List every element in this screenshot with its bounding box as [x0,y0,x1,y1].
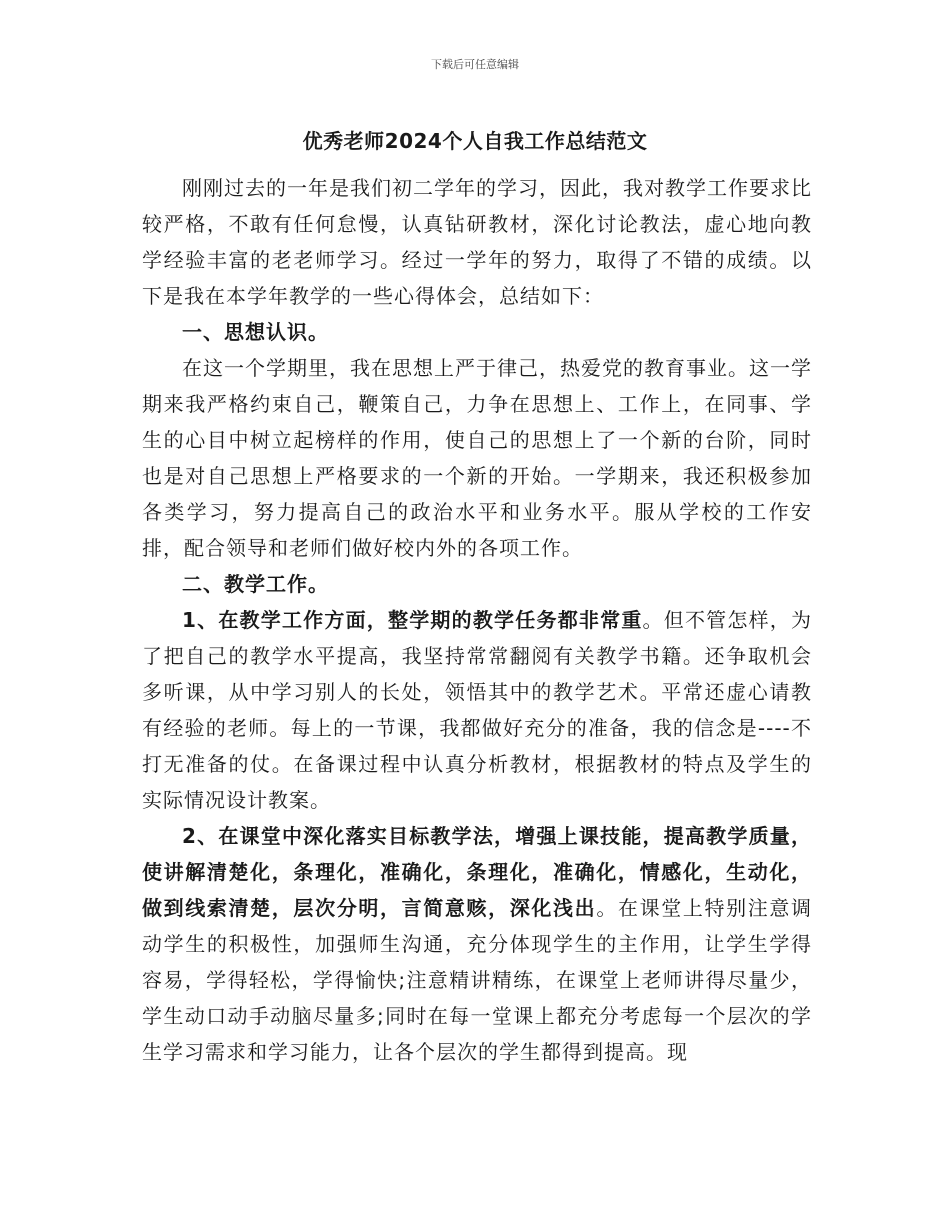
page-title: 优秀老师2024个人自我工作总结范文 [302,129,648,153]
document-body [142,170,812,1070]
header-note: 下载后可任意编辑 [431,58,519,71]
section-heading-teaching: 二、教学工作。 [182,572,329,596]
section-paragraph-thought: 在这一个学期里，我在思想上严于律己，热爱党的教育事业。这一学期来我严格约束自己，鞭策自己，力争在思想上、工作上，在同事、学生的心目中树立起榜样的作用，使自己的思想上了一个新的台阶，同时也是对自己思想上严格要求的一个新的开始。一学期来，我还积极参加各类学习，努力提高自己的政治水平和业务水平。服从学校的工作安排，配合领导和老师们做好校内外的各项工作。 [142,356,812,560]
teaching-item-1-lead: 1、在教学工作方面，整学期的教学任务都非常重 [182,608,643,632]
teaching-item-2 [142,818,812,1070]
intro-paragraph: 刚刚过去的一年是我们初二学年的学习，因此，我对教学工作要求比较严格，不敢有任何怠慢，认真钻研教材，深化讨论教法，虚心地向教学经验丰富的老老师学习。经过一学年的努力，取得了不错的成绩。以下是我在本学年教学的一些心得体会，总结如下： [142,176,812,308]
teaching-item-2-text: 。在课堂上特别注意调动学生的积极性，加强师生沟通，充分体现学生的主作用，让学生学得容易，学得轻松，学得愉快;注意精讲精练，在课堂上老师讲得尽量少，学生动口动手动脑尽量多;同时在每一堂课上都充分考虑每一个层次的学生学习需求和学习能力，让各个层次的学生都得到提高。现 [142,896,813,1064]
section-heading-thought: 一、思想认识。 [182,320,329,344]
teaching-item-1 [142,602,812,818]
teaching-item-1-text: 。但不管怎样，为了把自己的教学水平提高，我坚持常常翻阅有关教学书籍。还争取机会多听课，从中学习别人的长处，领悟其中的教学艺术。平常还虚心请教有经验的老师。每上的一节课，我都做好充分的准备，我的信念是----不打无准备的仗。在备课过程中认真分析教材，根据教材的特点及学生的实际情况设计教案。 [142,608,812,812]
teaching-item-2-lead: 2、在课堂中深化落实目标教学法，增强上课技能，提高教学质量，使讲解清楚化，条理化，准确化，条理化，准确化，情感化，生动化，做到线索清楚，层次分明，言简意赅，深化浅出 [142,824,812,920]
